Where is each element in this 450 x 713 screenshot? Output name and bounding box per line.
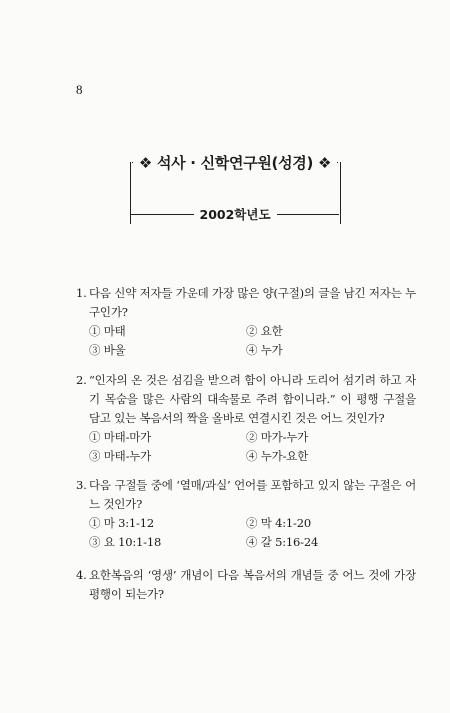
question-stem (76, 371, 416, 428)
question-text: 다음 구절들 중에 ‘열매/과실’ 언어를 포함하고 있지 않는 구절은 어느 것인가? (89, 478, 416, 511)
option-4: ④ 누가 (246, 343, 283, 357)
option-2: ② 마가-누가 (246, 430, 309, 444)
question-stem (76, 566, 416, 604)
question-text: 다음 신약 저자들 가운데 가장 많은 양(구절)의 글을 남긴 저자는 누구인가? (89, 286, 416, 319)
question-1 (76, 284, 416, 360)
answer-options (89, 428, 416, 466)
question-number: 1. (76, 286, 87, 300)
option-2: ② 요한 (246, 324, 283, 338)
year-rule-left (131, 214, 194, 215)
year-row (131, 204, 339, 224)
question-3 (76, 476, 416, 552)
section-title-row (132, 148, 338, 176)
option-2: ② 막 4:1-20 (246, 516, 311, 530)
question-stem (76, 476, 416, 514)
year-label: 2002학년도 (199, 207, 271, 222)
question-2 (76, 371, 416, 466)
answer-options (89, 514, 416, 552)
page-number: 8 (76, 82, 83, 97)
title-rule-right (337, 162, 338, 163)
question-text: “인자의 온 것은 섬김을 받으려 함이 아니라 도리어 섬기려 하고 자기 목숨을 많은 사람의 대속물로 주려 함이니라.” 이 평행 구절을 담고 있는 복음서의 짝을 올바로 연결시킨 것은 어느 것인가? (89, 373, 416, 425)
option-3: ③ 바울 (89, 343, 126, 357)
question-text: 요한복음의 ‘영생’ 개념이 다음 복음서의 개념들 중 어느 것에 가장 평행이 되는가? (89, 568, 416, 601)
question-number: 4. (76, 568, 87, 582)
question-stem (76, 284, 416, 322)
question-4 (76, 566, 416, 604)
option-3: ③ 요 10:1-18 (89, 535, 162, 549)
question-number: 3. (76, 478, 87, 492)
year-rule-right (277, 214, 340, 215)
question-number: 2. (76, 373, 87, 387)
option-4: ④ 갈 5:16-24 (246, 535, 319, 549)
option-1: ① 마태-마가 (89, 430, 152, 444)
option-3: ③ 마태-누가 (89, 449, 152, 463)
section-title: ❖ 석사 · 신학연구원(성경) ❖ (138, 153, 332, 172)
answer-options (89, 322, 416, 360)
option-1: ① 마태 (89, 324, 126, 338)
option-1: ① 마 3:1-12 (89, 516, 154, 530)
option-4: ④ 누가-요한 (246, 449, 309, 463)
